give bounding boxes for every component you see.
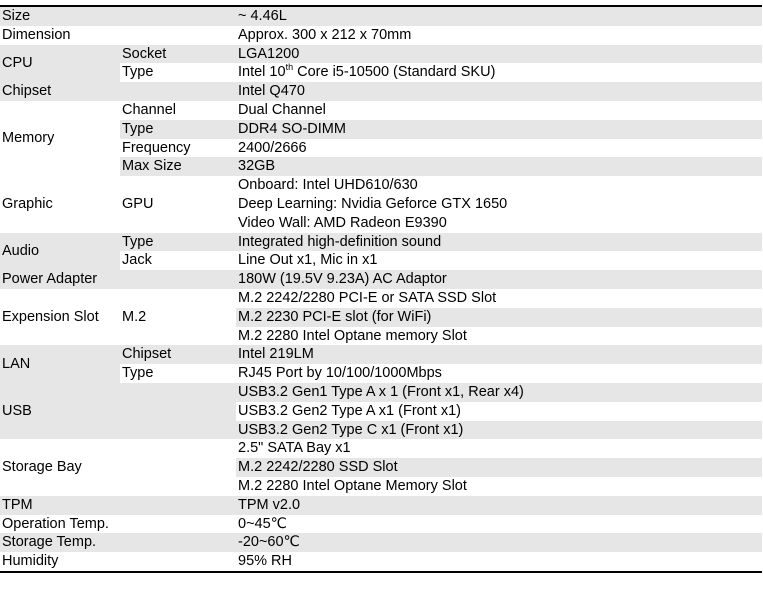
row-value: LGA1200 bbox=[236, 45, 762, 64]
table-row bbox=[0, 101, 762, 120]
row-label: Audio bbox=[0, 233, 120, 271]
table-row bbox=[0, 383, 762, 402]
row-value: 0~45℃ bbox=[238, 515, 287, 532]
row-value: Line Out x1, Mic in x1 bbox=[238, 252, 378, 269]
table-row bbox=[0, 533, 762, 552]
table-row bbox=[0, 45, 762, 64]
table-row bbox=[0, 496, 762, 515]
row-label: LAN bbox=[0, 345, 120, 383]
row-value: Video Wall: AMD Radeon E9390 bbox=[238, 214, 447, 231]
row-value: M.2 2280 Intel Optane memory Slot bbox=[238, 327, 467, 344]
row-label: Storage Temp. bbox=[0, 533, 236, 552]
row-value: DDR4 SO-DIMM bbox=[236, 120, 762, 139]
row-sublabel: Frequency bbox=[122, 139, 191, 156]
row-value: Integrated high-definition sound bbox=[236, 233, 762, 252]
row-label: Size bbox=[0, 6, 236, 26]
table-row bbox=[0, 439, 762, 458]
row-value: Onboard: Intel UHD610/630 bbox=[238, 177, 418, 194]
row-sublabel: M.2 bbox=[122, 308, 147, 325]
row-value: USB3.2 Gen2 Type C x1 (Front x1) bbox=[236, 421, 762, 440]
table-row bbox=[0, 289, 762, 308]
row-label: Humidity bbox=[0, 552, 236, 572]
row-value: 2400/2666 bbox=[238, 139, 307, 156]
row-value: RJ45 Port by 10/100/1000Mbps bbox=[238, 365, 442, 382]
row-label: Operation Temp. bbox=[2, 515, 109, 532]
cpu-type-value: Intel 10th Core i5-10500 (Standard SKU) bbox=[238, 63, 496, 81]
row-label: Expension Slot bbox=[2, 308, 99, 325]
row-label: Dimension bbox=[2, 26, 71, 43]
row-label: Graphic bbox=[2, 195, 53, 212]
row-sublabel: Type bbox=[120, 233, 236, 252]
row-label: USB bbox=[0, 383, 236, 439]
row-sublabel: Type bbox=[122, 365, 154, 382]
row-value: Approx. 300 x 212 x 70mm bbox=[238, 26, 412, 43]
row-value: M.2 2242/2280 SSD Slot bbox=[236, 458, 762, 477]
row-label: TPM bbox=[0, 496, 236, 515]
row-value: USB3.2 Gen2 Type A x1 (Front x1) bbox=[238, 402, 461, 419]
row-value: 32GB bbox=[236, 157, 762, 176]
row-value: Dual Channel bbox=[238, 101, 326, 118]
row-value: M.2 2280 Intel Optane Memory Slot bbox=[238, 477, 467, 494]
table-row bbox=[0, 82, 762, 101]
table-row bbox=[0, 6, 762, 26]
row-sublabel: Type bbox=[120, 120, 236, 139]
row-sublabel: Chipset bbox=[120, 345, 236, 364]
row-value: 2.5" SATA Bay x1 bbox=[238, 440, 351, 457]
table-row bbox=[0, 345, 762, 364]
row-value: Intel Q470 bbox=[236, 82, 762, 101]
row-label: Storage Bay bbox=[2, 459, 82, 476]
row-label: Memory bbox=[2, 130, 55, 147]
row-value: Deep Learning: Nvidia Geforce GTX 1650 bbox=[238, 195, 508, 212]
row-value bbox=[236, 63, 762, 82]
table-row bbox=[0, 233, 762, 252]
row-value: 95% RH bbox=[236, 552, 762, 572]
table-row bbox=[0, 270, 762, 289]
row-value: 180W (19.5V 9.23A) AC Adaptor bbox=[236, 270, 762, 289]
row-value: TPM v2.0 bbox=[236, 496, 762, 515]
row-sublabel: Channel bbox=[122, 101, 177, 118]
row-sublabel: Type bbox=[122, 64, 154, 81]
spec-table bbox=[0, 5, 762, 573]
row-value: M.2 2242/2280 PCI-E or SATA SSD Slot bbox=[238, 289, 497, 306]
table-row bbox=[0, 176, 762, 195]
row-value: M.2 2230 PCI-E slot (for WiFi) bbox=[236, 308, 762, 327]
row-label: CPU bbox=[0, 45, 120, 83]
table-row bbox=[0, 26, 762, 45]
table-row bbox=[0, 552, 762, 572]
row-sublabel: Socket bbox=[120, 45, 236, 64]
row-value: Intel 219LM bbox=[236, 345, 762, 364]
row-label: Chipset bbox=[0, 82, 236, 101]
table-row bbox=[0, 515, 762, 534]
spec-table-body bbox=[0, 6, 762, 572]
row-value: -20~60℃ bbox=[236, 533, 762, 552]
row-value: USB3.2 Gen1 Type A x 1 (Front x1, Rear x4) bbox=[236, 383, 762, 402]
row-value: ~ 4.46L bbox=[236, 6, 762, 26]
row-label: Power Adapter bbox=[0, 270, 236, 289]
row-sublabel: GPU bbox=[122, 195, 154, 212]
row-sublabel: Max Size bbox=[120, 157, 236, 176]
row-sublabel: Jack bbox=[122, 252, 152, 269]
